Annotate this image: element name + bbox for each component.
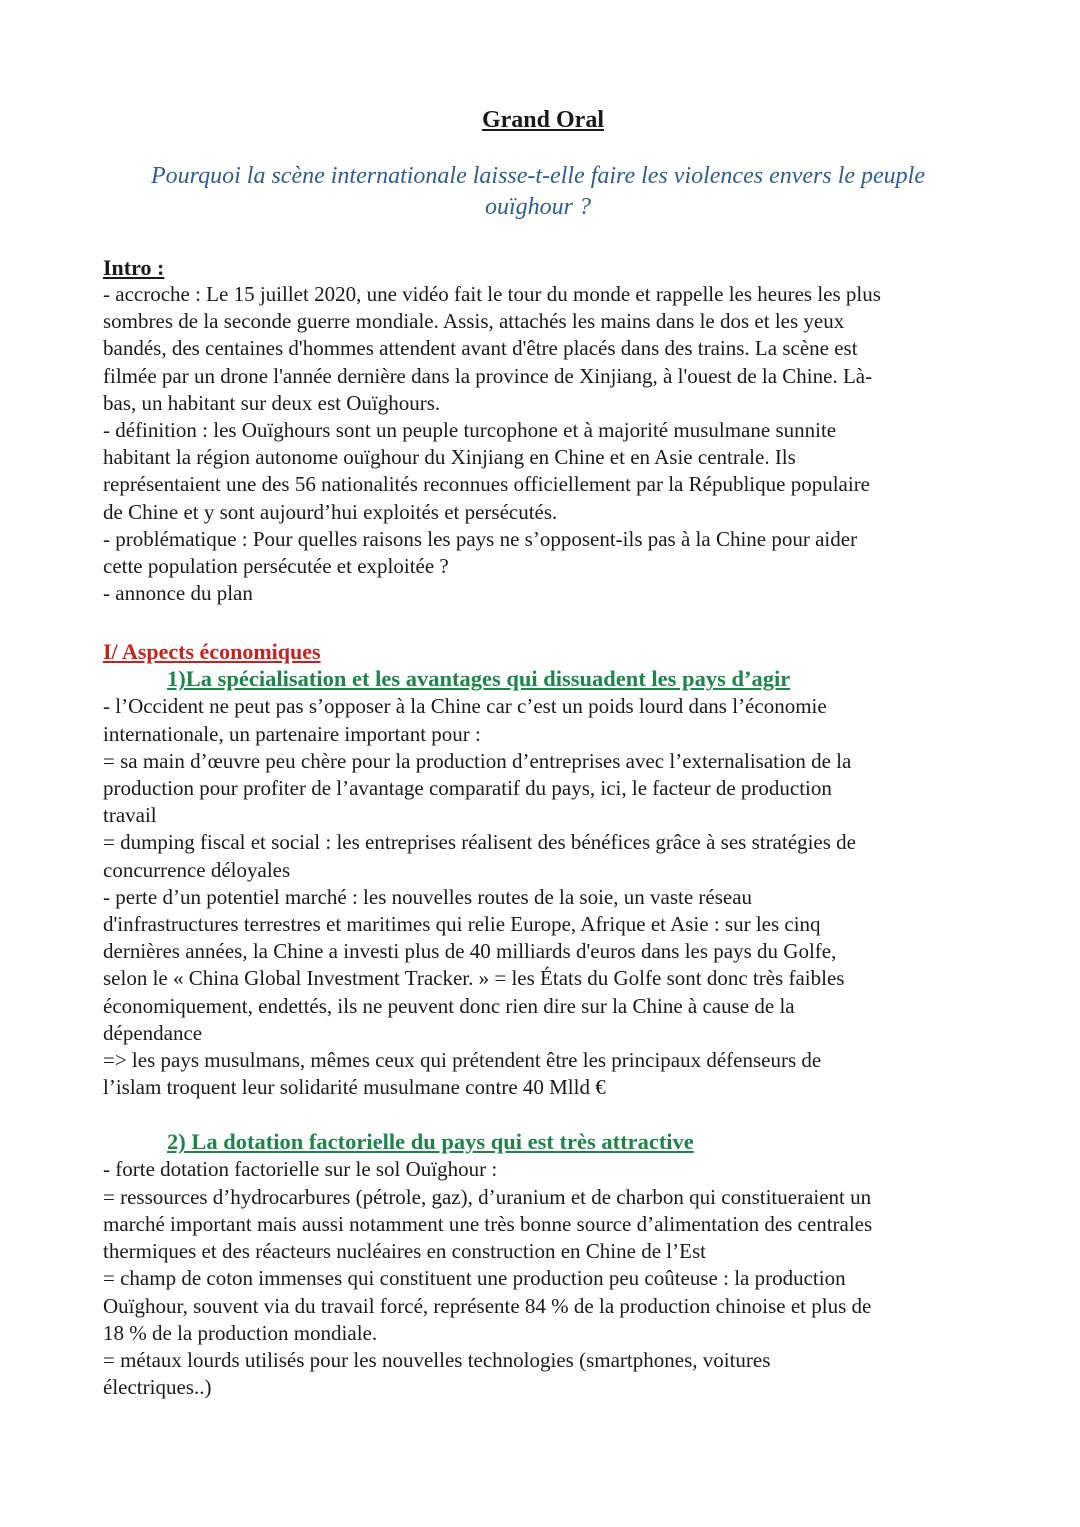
text-line: cette population persécutée et exploitée ? (103, 554, 449, 579)
text-line: d'infrastructures terrestres et maritimes qui relie Europe, Afrique et Asie : sur les cinq (103, 912, 821, 937)
intro-body (103, 281, 983, 607)
text-line: = sa main d’œuvre peu chère pour la production d’entreprises avec l’externalisation de la (103, 748, 852, 773)
text-line: l’islam troquent leur solidarité musulmane contre 40 Mlld € (103, 1075, 606, 1100)
text-line: marché important mais aussi notamment une très bonne source d’alimentation des centrales (103, 1211, 873, 1236)
text-line: travail (103, 803, 157, 828)
text-line: - définition : les Ouïghours sont un peuple turcophone et à majorité musulmane sunnite (103, 418, 837, 443)
text-line: économiquement, endettés, ils ne peuvent donc rien dire sur la Chine à cause de la (103, 993, 795, 1018)
text-line: - l’Occident ne peut pas s’opposer à la Chine car c’est un poids lourd dans l’économie (103, 694, 827, 719)
text-line: de Chine et y sont aujourd’hui exploités et persécutés. (103, 499, 558, 524)
text-line: internationale, un partenaire important pour : (103, 721, 481, 746)
text-line: = ressources d’hydrocarbures (pétrole, gaz), d’uranium et de charbon qui constitueraient un (103, 1184, 872, 1209)
subsection-2-heading: 2) La dotation factorielle du pays qui est très attractive (167, 1129, 694, 1155)
text-line: - annonce du plan (103, 581, 253, 606)
main-question: Pourquoi la scène internationale laisse-t-elle faire les violences envers le peuple ouïghour ? (151, 163, 925, 220)
text-line: production pour profiter de l’avantage comparatif du pays, ici, le facteur de production (103, 776, 832, 801)
text-line: dépendance (103, 1020, 203, 1045)
text-line: - accroche : Le 15 juillet 2020, une vidéo fait le tour du monde et rappelle les heures les plus (103, 282, 881, 306)
text-line: dernières années, la Chine a investi plus de 40 milliards d'euros dans les pays du Golfe, (103, 939, 837, 964)
document-page (103, 100, 983, 1401)
subsection-2-body (103, 1156, 983, 1401)
text-line: => les pays musulmans, mêmes ceux qui prétendent être les principaux défenseurs de (103, 1048, 822, 1073)
part1-heading: I/ Aspects économiques (103, 639, 321, 665)
text-line: représentaient une des 56 nationalités reconnues officiellement par la République populaire (103, 472, 871, 497)
subsection-1-body (103, 693, 983, 1101)
text-line: bas, un habitant sur deux est Ouïghours. (103, 390, 441, 415)
text-line: 18 % de la production mondiale. (103, 1320, 378, 1345)
document-title: Grand Oral (481, 107, 604, 133)
text-line: bandés, des centaines d'hommes attendent avant d'être placés dans des trains. La scène est (103, 336, 858, 361)
text-line: sombres de la seconde guerre mondiale. Assis, attachés les mains dans le dos et les yeux (103, 309, 845, 334)
subsection-1-heading: 1)La spécialisation et les avantages qui dissuadent les pays d’agir (167, 666, 791, 692)
text-line: = champ de coton immenses qui constituent une production peu coûteuse : la production (103, 1266, 846, 1291)
text-line: = dumping fiscal et social : les entreprises réalisent des bénéfices grâce à ses stratégies de (103, 830, 856, 855)
text-line: habitant la région autonome ouïghour du Xinjiang en Chine et en Asie centrale. Ils (103, 445, 796, 470)
text-line: filmée par un drone l'année dernière dans la province de Xinjiang, à l'ouest de la Chine. Là- (103, 363, 873, 388)
text-line: - forte dotation factorielle sur le sol Ouïghour : (103, 1157, 498, 1182)
intro-heading: Intro : (103, 255, 165, 280)
text-line: électriques..) (103, 1375, 212, 1400)
text-line: concurrence déloyales (103, 857, 291, 882)
text-line: Ouïghour, souvent via du travail forcé, représente 84 % de la production chinoise et plus de (103, 1293, 872, 1318)
text-line: = métaux lourds utilisés pour les nouvelles technologies (smartphones, voitures (103, 1347, 771, 1372)
text-line: - problématique : Pour quelles raisons les pays ne s’opposent-ils pas à la Chine pour aider (103, 526, 858, 551)
text-line: thermiques et des réacteurs nucléaires en construction en Chine de l’Est (103, 1239, 706, 1264)
text-line: selon le « China Global Investment Tracker. » = les États du Golfe sont donc très faibles (103, 966, 845, 991)
text-line: - perte d’un potentiel marché : les nouvelles routes de la soie, un vaste réseau (103, 884, 753, 909)
